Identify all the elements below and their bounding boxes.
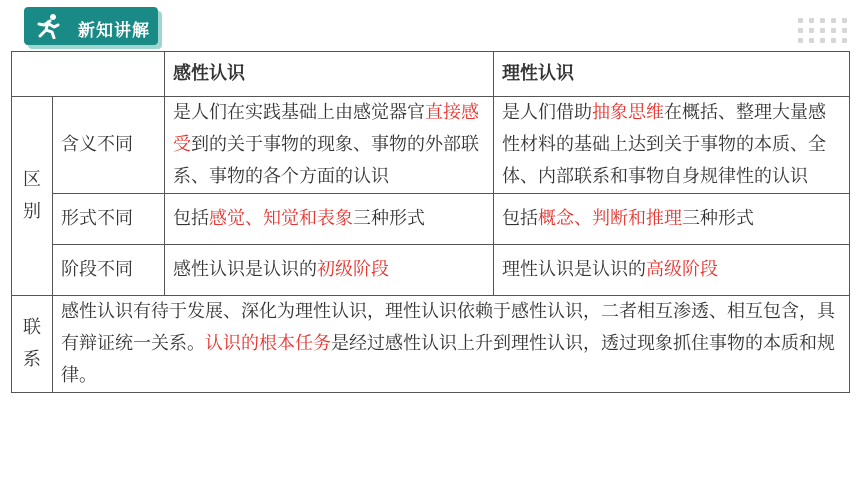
header-perceptual: 感性认识 — [165, 52, 494, 97]
text-segment: 理性认识是认识的 — [502, 259, 646, 280]
link-content — [53, 296, 850, 393]
table-header-row — [12, 52, 850, 97]
text-segment: 三种形式 — [682, 208, 754, 229]
highlighted-term: 概念、判断和推理 — [538, 208, 682, 229]
highlighted-term: 直接感受 — [173, 102, 479, 155]
highlighted-term: 认识的根本任务 — [205, 333, 331, 354]
highlighted-term: 初级阶段 — [317, 259, 389, 280]
highlighted-term: 感觉、知觉和表象 — [209, 208, 353, 229]
text-segment: 是人们在实践基础上由感觉器官 — [173, 102, 425, 123]
text-segment: 感性认识是认识的 — [173, 259, 317, 280]
group-label-difference: 区别 — [12, 97, 53, 296]
comparison-table — [11, 51, 850, 393]
table-row — [12, 194, 850, 245]
highlighted-term: 抽象思维 — [592, 102, 664, 123]
rational-cell — [494, 97, 850, 194]
section-title: 新知讲解 — [78, 21, 150, 41]
row-label: 阶段不同 — [53, 245, 165, 296]
rational-cell — [494, 194, 850, 245]
perceptual-cell — [165, 97, 494, 194]
header-rational: 理性认识 — [494, 52, 850, 97]
perceptual-cell — [165, 245, 494, 296]
text-segment: 包括 — [502, 208, 538, 229]
text-segment: 是经过感性认识上升到理性认识，透过现象抓住事物的本质和规律。 — [61, 333, 835, 386]
text-segment: 在概括、整理大量感性材料的基础上达到关于事物的本质、全体、内部联系和事物自身规律性的认识 — [502, 102, 826, 187]
text-segment: 三种形式 — [353, 208, 425, 229]
section-header-badge — [24, 7, 158, 45]
rational-cell — [494, 245, 850, 296]
table-row — [12, 245, 850, 296]
running-person-icon — [34, 13, 62, 39]
highlighted-term: 高级阶段 — [646, 259, 718, 280]
group-label-link: 联系 — [12, 296, 53, 393]
corner-cell — [12, 52, 165, 97]
text-segment: 感性认识有待于发展、深化为理性认识，理性认识依赖于感性认识，二者相互渗透、相互包含，具有辩证统一关系。 — [61, 301, 835, 354]
text-segment: 包括 — [173, 208, 209, 229]
text-segment: 到的关于事物的现象、事物的外部联系、事物的各个方面的认识 — [173, 134, 479, 187]
row-label: 含义不同 — [53, 97, 165, 194]
table-row-link — [12, 296, 850, 393]
row-label: 形式不同 — [53, 194, 165, 245]
table-row — [12, 97, 850, 194]
text-segment: 是人们借助 — [502, 102, 592, 123]
perceptual-cell — [165, 194, 494, 245]
decorative-dot-grid — [798, 18, 846, 46]
